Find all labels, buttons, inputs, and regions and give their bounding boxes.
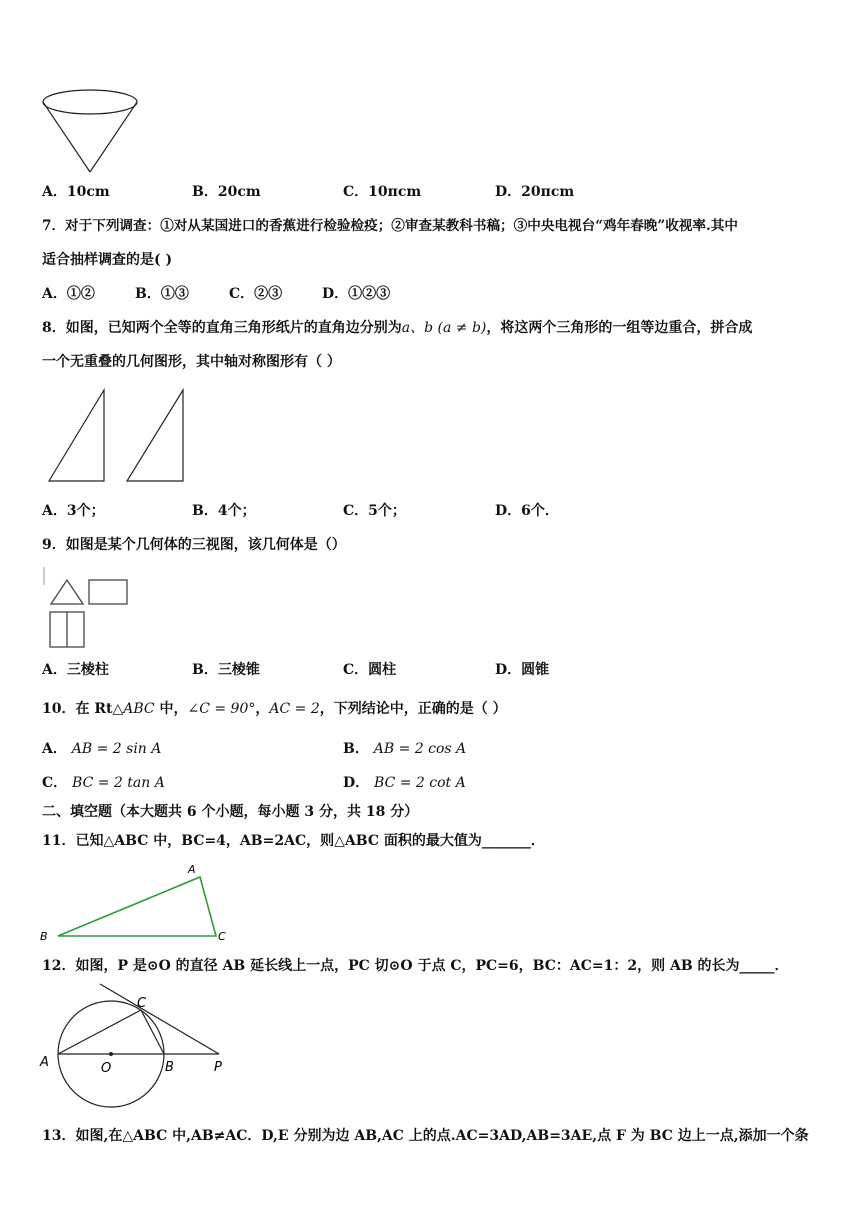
q8-option-d: D．6个． xyxy=(495,503,559,519)
q10-suffix: ，下列结论中，正确的是（ ） xyxy=(319,701,507,717)
q11-label-b: B xyxy=(40,930,48,943)
q11-stem-line1: 11．已知△ABC 中，BC=4，AB=2AC，则△ABC 面积的最大值为_______． xyxy=(42,833,545,849)
q12-label-b: B xyxy=(165,1060,174,1075)
q10-option-c-expr: BC = 2 tan A xyxy=(72,775,165,791)
q10-option-d-expr: BC = 2 cot A xyxy=(374,775,466,791)
q8-option-c: C．5个； xyxy=(343,503,406,519)
q9-option-d: D．圆锥 xyxy=(495,662,550,678)
q7-stem-line1: 7．对于下列调查：①对从某国进口的香蕉进行检验检疫；②审查某教科书稿；③中央电视台“鸡年春晚”收视率.其中 xyxy=(42,218,738,234)
q12-label-o: O xyxy=(101,1061,112,1076)
q8-stem-line1 xyxy=(42,319,752,337)
q10-prefix: 10．在 Rt xyxy=(42,701,113,717)
q10-option-a-label: A． xyxy=(42,741,67,757)
q10-option-c-label: C． xyxy=(42,775,68,791)
q10-option-d xyxy=(343,774,466,792)
q9-option-b: B．三棱锥 xyxy=(192,662,260,678)
q10-option-c xyxy=(42,774,165,792)
q10-option-b xyxy=(343,740,466,758)
q13-stem-line1: 13．如图,在△ABC 中,AB≠AC．D,E 分别为边 AB,AC 上的点.AC=3AD,AB=3AE,点 F 为 BC 边上一点,添加一个条 xyxy=(42,1128,809,1144)
q8-stem-text-a: 8．如图，已知两个全等的直角三角形纸片的直角边分别为 xyxy=(42,320,402,336)
q10-sep: ， xyxy=(255,701,270,717)
q6-option-b: B．20cm xyxy=(192,184,261,200)
q7-stem-line2: 适合抽样调查的是( ) xyxy=(42,252,173,268)
q10-option-b-expr: AB = 2 cos A xyxy=(373,741,467,757)
q8-stem-line2: 一个无重叠的几何图形，其中轴对称图形有（ ） xyxy=(42,354,341,370)
q9-option-c: C．圆柱 xyxy=(343,662,397,678)
q8-option-a: A．3个； xyxy=(42,503,105,519)
three-views-figure xyxy=(44,565,134,651)
q6-option-a: A．10cm xyxy=(42,184,110,200)
q8-stem-math: a、b (a ≠ b) xyxy=(401,320,487,336)
q10-option-b-label: B． xyxy=(343,741,369,757)
q11-label-c: C xyxy=(218,930,226,943)
q7-option-b: B．①③ xyxy=(135,286,189,302)
q6-option-c: C．10πcm xyxy=(343,184,422,200)
two-right-triangles-figure xyxy=(46,388,186,483)
q12-stem-line1: 12．如图，P 是⊙O 的直径 AB 延长线上一点，PC 切⊙O 于点 C，PC=6，BC：AC=1：2，则 AB 的长为_____． xyxy=(42,958,789,974)
q11-label-a: A xyxy=(188,863,196,876)
q8-stem-text-b: ，将这两个三角形的一组等边重合，拼合成 xyxy=(486,320,753,336)
q10-option-d-label: D． xyxy=(343,775,370,791)
q12-label-p: P xyxy=(214,1060,222,1075)
q7-option-c: C．②③ xyxy=(229,286,283,302)
q7-option-d: D．①②③ xyxy=(322,286,391,302)
q11-triangle-figure xyxy=(38,862,238,944)
q9-option-a: A．三棱柱 xyxy=(42,662,109,678)
q9-stem-line1: 9．如图是某个几何体的三视图，该几何体是（） xyxy=(42,537,346,553)
section-2-heading: 二、填空题（本大题共 6 个小题，每小题 3 分，共 18 分） xyxy=(42,804,419,820)
q12-label-a: A xyxy=(40,1055,49,1070)
q10-option-a xyxy=(42,740,161,758)
q12-label-c: C xyxy=(137,996,147,1011)
q10-stem-line1 xyxy=(42,700,507,718)
q12-circle-tangent-figure xyxy=(36,982,236,1112)
q10-triangle: △ABC xyxy=(112,701,155,717)
q10-condition-angle: ∠C = 90° xyxy=(187,701,256,717)
q6-option-d: D．20πcm xyxy=(495,184,575,200)
q7-option-a: A．①② xyxy=(42,286,95,302)
q10-mid: 中， xyxy=(154,701,188,717)
q10-condition-side: AC = 2 xyxy=(269,701,320,717)
q8-option-b: B．4个； xyxy=(192,503,256,519)
q10-option-a-expr: AB = 2 sin A xyxy=(71,741,162,757)
cone-figure xyxy=(40,88,140,178)
